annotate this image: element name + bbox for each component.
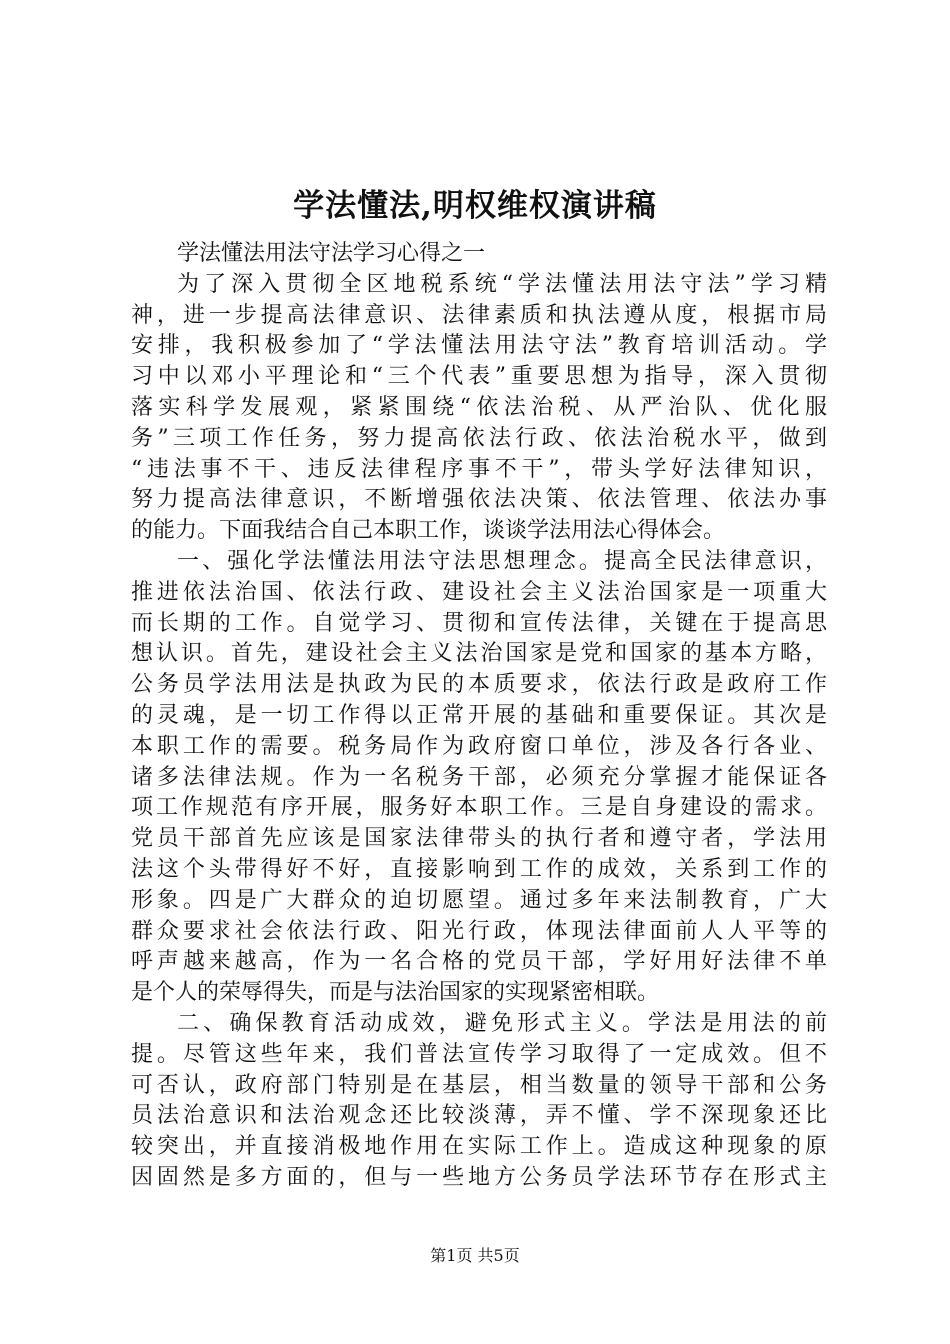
body-line: 努力提高法律意识，不断增强依法决策、依法管理、依法办事 [131, 487, 827, 513]
body-line: 诸多法律法规。作为一名税务干部，必须充分掌握才能保证各 [131, 764, 827, 790]
body-line: 落实科学发展观，紧紧围绕“依法治税、从严治队、优化服 [131, 394, 827, 420]
body-line: 想认识。首先，建设社会主义法治国家是党和国家的基本方略， [131, 641, 827, 667]
body-line: 而长期的工作。自觉学习、贯彻和宣传法律，关键在于提高思 [131, 610, 827, 636]
body-line: 二、确保教育活动成效，避免形式主义。学法是用法的前 [177, 1010, 827, 1036]
body-line: 的能力。下面我结合自己本职工作，谈谈学法用法心得体会。 [131, 518, 726, 544]
body-line: 提。尽管这些年来，我们普法宣传学习取得了一定成效。但不 [131, 1041, 827, 1067]
body-line: 项工作规范有序开展，服务好本职工作。三是自身建设的需求。 [131, 795, 827, 821]
body-line: 较突出，并直接消极地作用在实际工作上。造成这种现象的原 [131, 1134, 827, 1160]
body-line: “违法事不干、违反法律程序事不干”，带头学好法律知识， [131, 456, 827, 482]
body-line: 为了深入贯彻全区地税系统“学法懂法用法守法”学习精 [177, 271, 827, 297]
page-number: 第1页 共5页 [430, 1246, 520, 1265]
body-line: 学法懂法用法守法学习心得之一 [177, 241, 486, 266]
body-line: 是个人的荣辱得失，而是与法治国家的实现紧密相联。 [131, 980, 660, 1006]
document-title: 学法懂法,明权维权演讲稿 [293, 188, 657, 224]
body-line: 推进依法治国、依法行政、建设社会主义法治国家是一项重大 [131, 579, 827, 605]
body-line: 因固然是多方面的，但与一些地方公务员学法环节存在形式主 [131, 1164, 827, 1190]
body-line: 党员干部首先应该是国家法律带头的执行者和遵守者，学法用 [131, 826, 827, 852]
body-line: 神，进一步提高法律意识、法律素质和执法遵从度，根据市局 [131, 302, 827, 328]
body-line: 形象。四是广大群众的迫切愿望。通过多年来法制教育，广大 [131, 887, 827, 913]
document-body [131, 239, 827, 1194]
body-line: 的灵魂，是一切工作得以正常开展的基础和重要保证。其次是 [131, 702, 827, 728]
body-line: 员法治意识和法治观念还比较淡薄，弄不懂、学不深现象还比 [131, 1103, 827, 1129]
body-line: 公务员学法用法是执政为民的本质要求，依法行政是政府工作 [131, 672, 827, 698]
body-line: 可否认，政府部门特别是在基层，相当数量的领导干部和公务 [131, 1072, 827, 1098]
body-line: 呼声越来越高，作为一名合格的党员干部，学好用好法律不单 [131, 949, 827, 975]
body-line: 务”三项工作任务，努力提高依法行政、依法治税水平，做到 [131, 425, 827, 451]
body-line: 本职工作的需要。税务局作为政府窗口单位，涉及各行各业、 [131, 733, 827, 759]
body-line: 一、强化学法懂法用法守法思想理念。提高全民法律意识， [177, 548, 827, 574]
body-line: 法这个头带得好不好，直接影响到工作的成效，关系到工作的 [131, 856, 827, 882]
body-line: 安排，我积极参加了“学法懂法用法守法”教育培训活动。学 [131, 333, 827, 359]
body-line: 习中以邓小平理论和“三个代表”重要思想为指导，深入贯彻 [131, 364, 827, 390]
body-line: 群众要求社会依法行政、阳光行政，体现法律面前人人平等的 [131, 918, 827, 944]
